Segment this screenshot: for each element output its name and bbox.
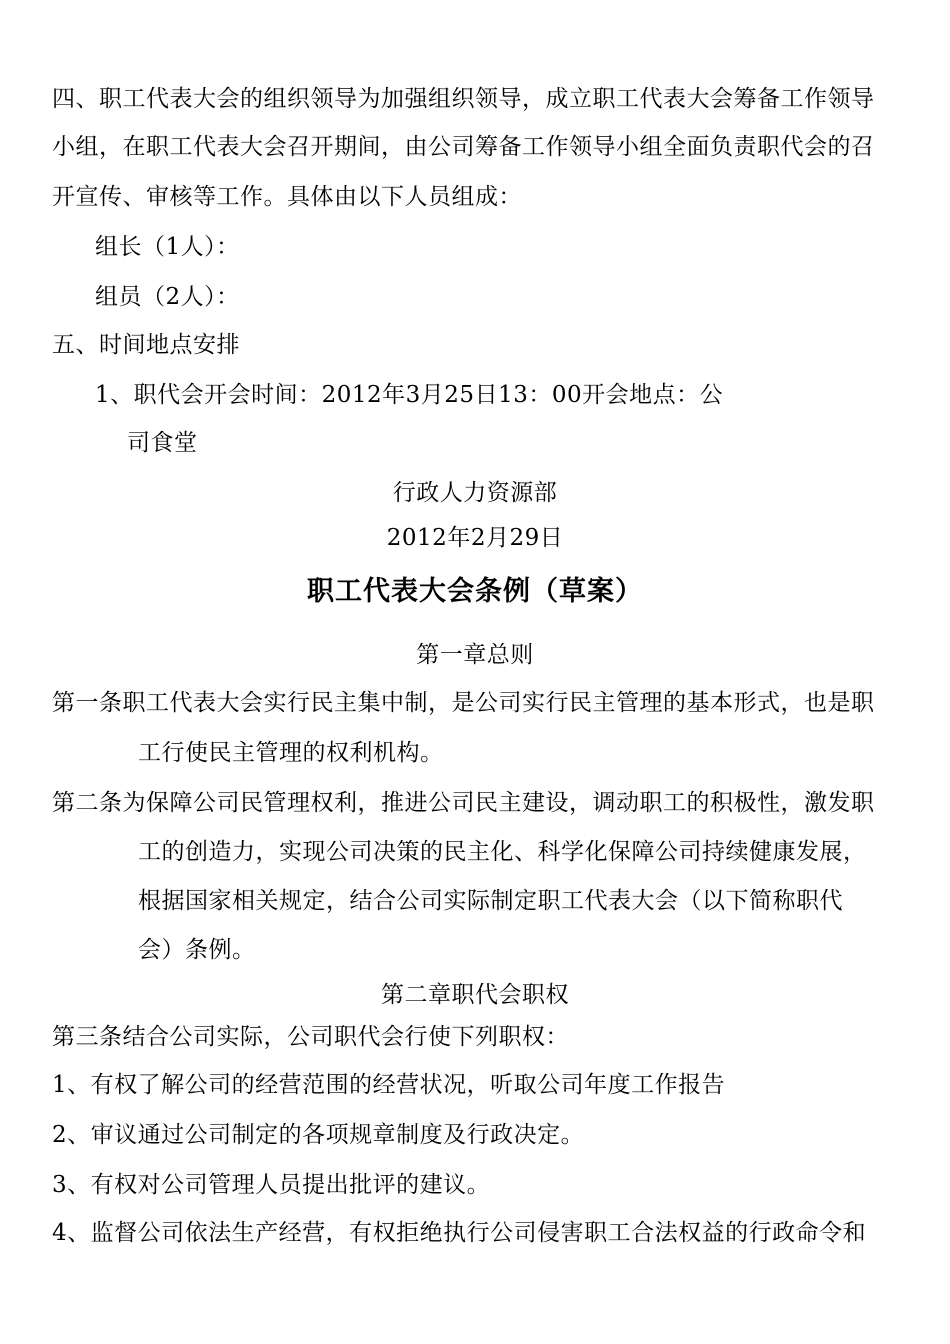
- section4-line1: 四、职工代表大会的组织领导为加强组织领导，成立职工代表大会筹备工作领导: [52, 86, 875, 112]
- section4-line3: 开宣传、审核等工作。具体由以下人员组成：: [52, 184, 522, 210]
- section5-heading: 五、时间地点安排: [52, 332, 240, 358]
- issuing-department: 行政人力资源部: [392, 480, 558, 506]
- group-leader-label: 组长（1人）：: [95, 234, 240, 260]
- article3: 第三条结合公司实际，公司职代会行使下列职权：: [52, 1024, 569, 1050]
- article2-line1: 第二条为保障公司民管理权利，推进公司民主建设，调动职工的积极性，激发职: [52, 790, 875, 816]
- article2-line3: 根据国家相关规定，结合公司实际制定职工代表大会（以下简称职代: [138, 888, 843, 914]
- meeting-time-line2: 司食堂: [127, 430, 198, 456]
- article2-line4: 会）条例。: [138, 937, 256, 963]
- power-item-3: 3、有权对公司管理人员提出批评的建议。: [52, 1172, 491, 1198]
- group-members-label: 组员（2人）：: [95, 284, 240, 310]
- chapter1-heading: 第一章总则: [416, 642, 534, 668]
- issue-date: 2012年2月29日: [386, 525, 564, 551]
- article2-line2: 工的创造力，实现公司决策的民主化、科学化保障公司持续健康发展，: [138, 839, 867, 865]
- power-item-2: 2、审议通过公司制定的各项规章制度及行政决定。: [52, 1122, 585, 1148]
- chapter2-heading: 第二章职代会职权: [381, 982, 569, 1008]
- power-item-1: 1、有权了解公司的经营范围的经营状况，听取公司年度工作报告: [52, 1072, 726, 1098]
- article1-line1: 第一条职工代表大会实行民主集中制，是公司实行民主管理的基本形式，也是职: [52, 690, 875, 716]
- regulation-title: 职工代表大会条例（草案）: [307, 576, 643, 607]
- meeting-time-line1: 1、职代会开会时间：2012年3月25日13：00开会地点：公: [95, 382, 724, 408]
- section4-line2: 小组，在职工代表大会召开期间，由公司筹备工作领导小组全面负责职代会的召: [52, 134, 875, 160]
- article1-line2: 工行使民主管理的权利机构。: [138, 740, 444, 766]
- power-item-4: 4、监督公司依法生产经营，有权拒绝执行公司侵害职工合法权益的行政命令和: [52, 1220, 867, 1246]
